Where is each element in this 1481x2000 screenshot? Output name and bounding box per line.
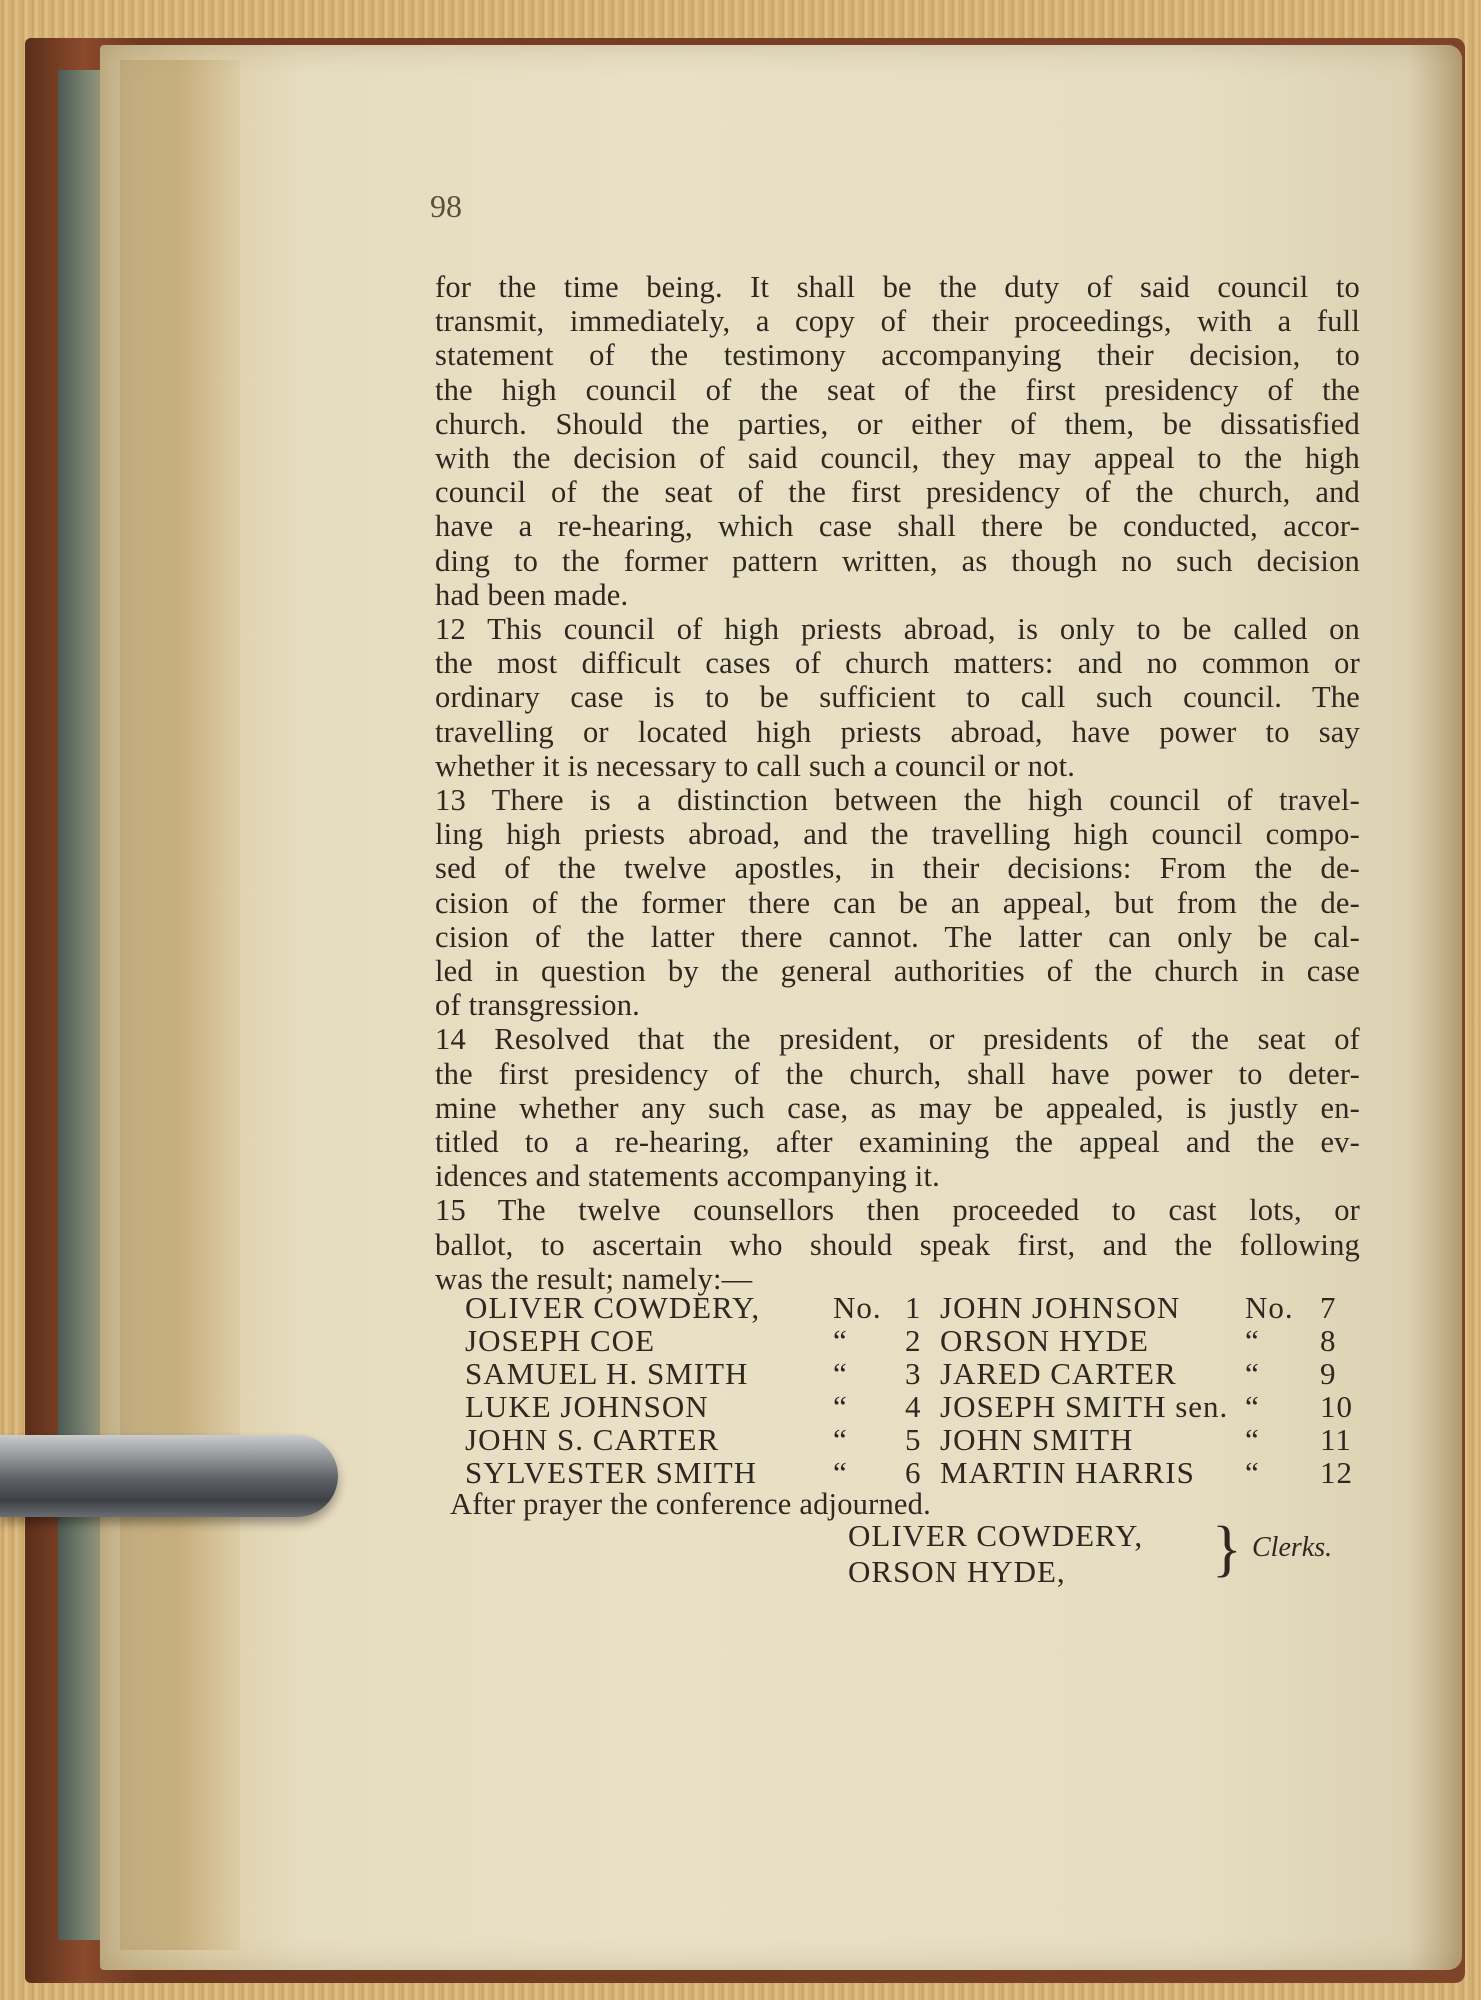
- roster-name: JOSEPH COE: [465, 1323, 656, 1358]
- roster-number: 6: [905, 1455, 922, 1490]
- roster-ditto: “: [1245, 1422, 1260, 1457]
- text-line: council of the seat of the first presidency of the church, and: [435, 475, 1360, 510]
- roster-ditto: “: [833, 1389, 848, 1424]
- text-line: travelling or located high priests abroad, have power to say: [435, 714, 1360, 749]
- roster-ditto: No.: [1245, 1290, 1294, 1325]
- roster-ditto: “: [833, 1323, 848, 1358]
- text-line: cision of the latter there cannot. The latter can only be cal-: [435, 919, 1360, 954]
- roster-name: SYLVESTER SMITH: [465, 1455, 758, 1490]
- text-line: ordinary case is to be sufficient to call such council. The: [435, 680, 1360, 715]
- text-line: with the decision of said council, they may appeal to the high: [435, 441, 1360, 475]
- roster-table: [435, 1290, 1355, 1495]
- roster-ditto: No.: [833, 1290, 882, 1325]
- text-line: the most difficult cases of church matters: and no common or: [435, 646, 1360, 681]
- roster-name: JOHN SMITH: [940, 1422, 1134, 1457]
- text-line: ballot, to ascertain who should speak first, and the following: [435, 1227, 1360, 1262]
- text-line: transmit, immediately, a copy of their proceedings, with a full: [435, 304, 1360, 339]
- clerks-signature: [840, 1515, 1360, 1598]
- text-line: was the result; namely:—: [435, 1261, 753, 1296]
- roster-name: JOHN JOHNSON: [940, 1290, 1181, 1325]
- closing-line: After prayer the conference adjourned.: [450, 1487, 931, 1521]
- text-line: 13 There is a distinction between the high council of travel-: [435, 783, 1360, 817]
- clerks-label: Clerks.: [1252, 1532, 1333, 1563]
- roster-number: 12: [1320, 1455, 1353, 1490]
- text-line: church. Should the parties, or either of them, be dissatisfied: [435, 406, 1360, 441]
- text-line: for the time being. It shall be the duty of said council to: [435, 270, 1360, 304]
- text-line: idences and statements accompanying it.: [435, 1159, 940, 1194]
- roster-name: MARTIN HARRIS: [940, 1455, 1195, 1490]
- roster-name: SAMUEL H. SMITH: [465, 1356, 749, 1391]
- gutter-stain: [120, 60, 240, 1950]
- roster-number: 11: [1320, 1422, 1352, 1457]
- text-line: ling high priests abroad, and the travelling high council compo-: [435, 817, 1360, 852]
- roster-number: 5: [905, 1422, 922, 1457]
- text-line: led in question by the general authorities of the church in case: [435, 954, 1360, 988]
- text-line: the high council of the seat of the first presidency of the: [435, 372, 1360, 407]
- roster-number: 1: [905, 1290, 922, 1325]
- roster-number: 7: [1320, 1290, 1337, 1325]
- roster-number: 8: [1320, 1323, 1337, 1358]
- roster-ditto: “: [1245, 1323, 1260, 1358]
- roster-ditto: “: [1245, 1356, 1260, 1391]
- roster-ditto: “: [1245, 1389, 1260, 1424]
- clerk-name-1: OLIVER COWDERY,: [848, 1518, 1144, 1553]
- roster-name: JOHN S. CARTER: [465, 1422, 720, 1457]
- roster-name: JOSEPH SMITH sen.: [940, 1389, 1229, 1424]
- clerk-name-2: ORSON HYDE,: [848, 1554, 1066, 1589]
- text-line: had been made.: [435, 577, 629, 612]
- roster-number: 4: [905, 1389, 922, 1424]
- roster-name: LUKE JOHNSON: [465, 1389, 709, 1424]
- roster-ditto: “: [1245, 1455, 1260, 1490]
- text-line: 15 The twelve counsellors then proceeded to cast lots, or: [435, 1193, 1360, 1228]
- roster-name: OLIVER COWDERY,: [465, 1290, 761, 1325]
- page-number: 98: [430, 188, 462, 224]
- roster-number: 9: [1320, 1356, 1337, 1391]
- text-line: 12 This council of high priests abroad, is only to be called on: [435, 612, 1360, 646]
- text-line: of transgression.: [435, 988, 641, 1023]
- roster-name: ORSON HYDE: [940, 1323, 1149, 1358]
- page-holder-knife: [0, 1435, 338, 1517]
- text-line: have a re-hearing, which case shall there be conducted, accor-: [435, 509, 1360, 544]
- roster-number: 3: [905, 1356, 922, 1391]
- text-line: cision of the former there can be an appeal, but from the de-: [435, 885, 1360, 920]
- roster-number: 2: [905, 1323, 922, 1358]
- brace-icon: }: [1212, 1515, 1242, 1583]
- text-line: statement of the testimony accompanying their decision, to: [435, 338, 1360, 373]
- text-line: whether it is necessary to call such a council or not.: [435, 748, 1076, 783]
- text-line: titled to a re-hearing, after examining the appeal and the ev-: [435, 1125, 1360, 1159]
- text-line: ding to the former pattern written, as though no such decision: [435, 543, 1360, 578]
- roster-ditto: “: [833, 1422, 848, 1457]
- roster-ditto: “: [833, 1356, 848, 1391]
- roster-ditto: “: [833, 1455, 848, 1490]
- roster-number: 10: [1320, 1389, 1353, 1424]
- roster-name: JARED CARTER: [940, 1356, 1177, 1391]
- text-line: mine whether any such case, as may be appealed, is justly en-: [435, 1090, 1360, 1125]
- text-line: sed of the twelve apostles, in their decisions: From the de-: [435, 851, 1360, 886]
- text-line: the first presidency of the church, shall have power to deter-: [435, 1056, 1360, 1091]
- text-line: 14 Resolved that the president, or presidents of the seat of: [435, 1022, 1360, 1057]
- body-text: [435, 270, 1360, 1300]
